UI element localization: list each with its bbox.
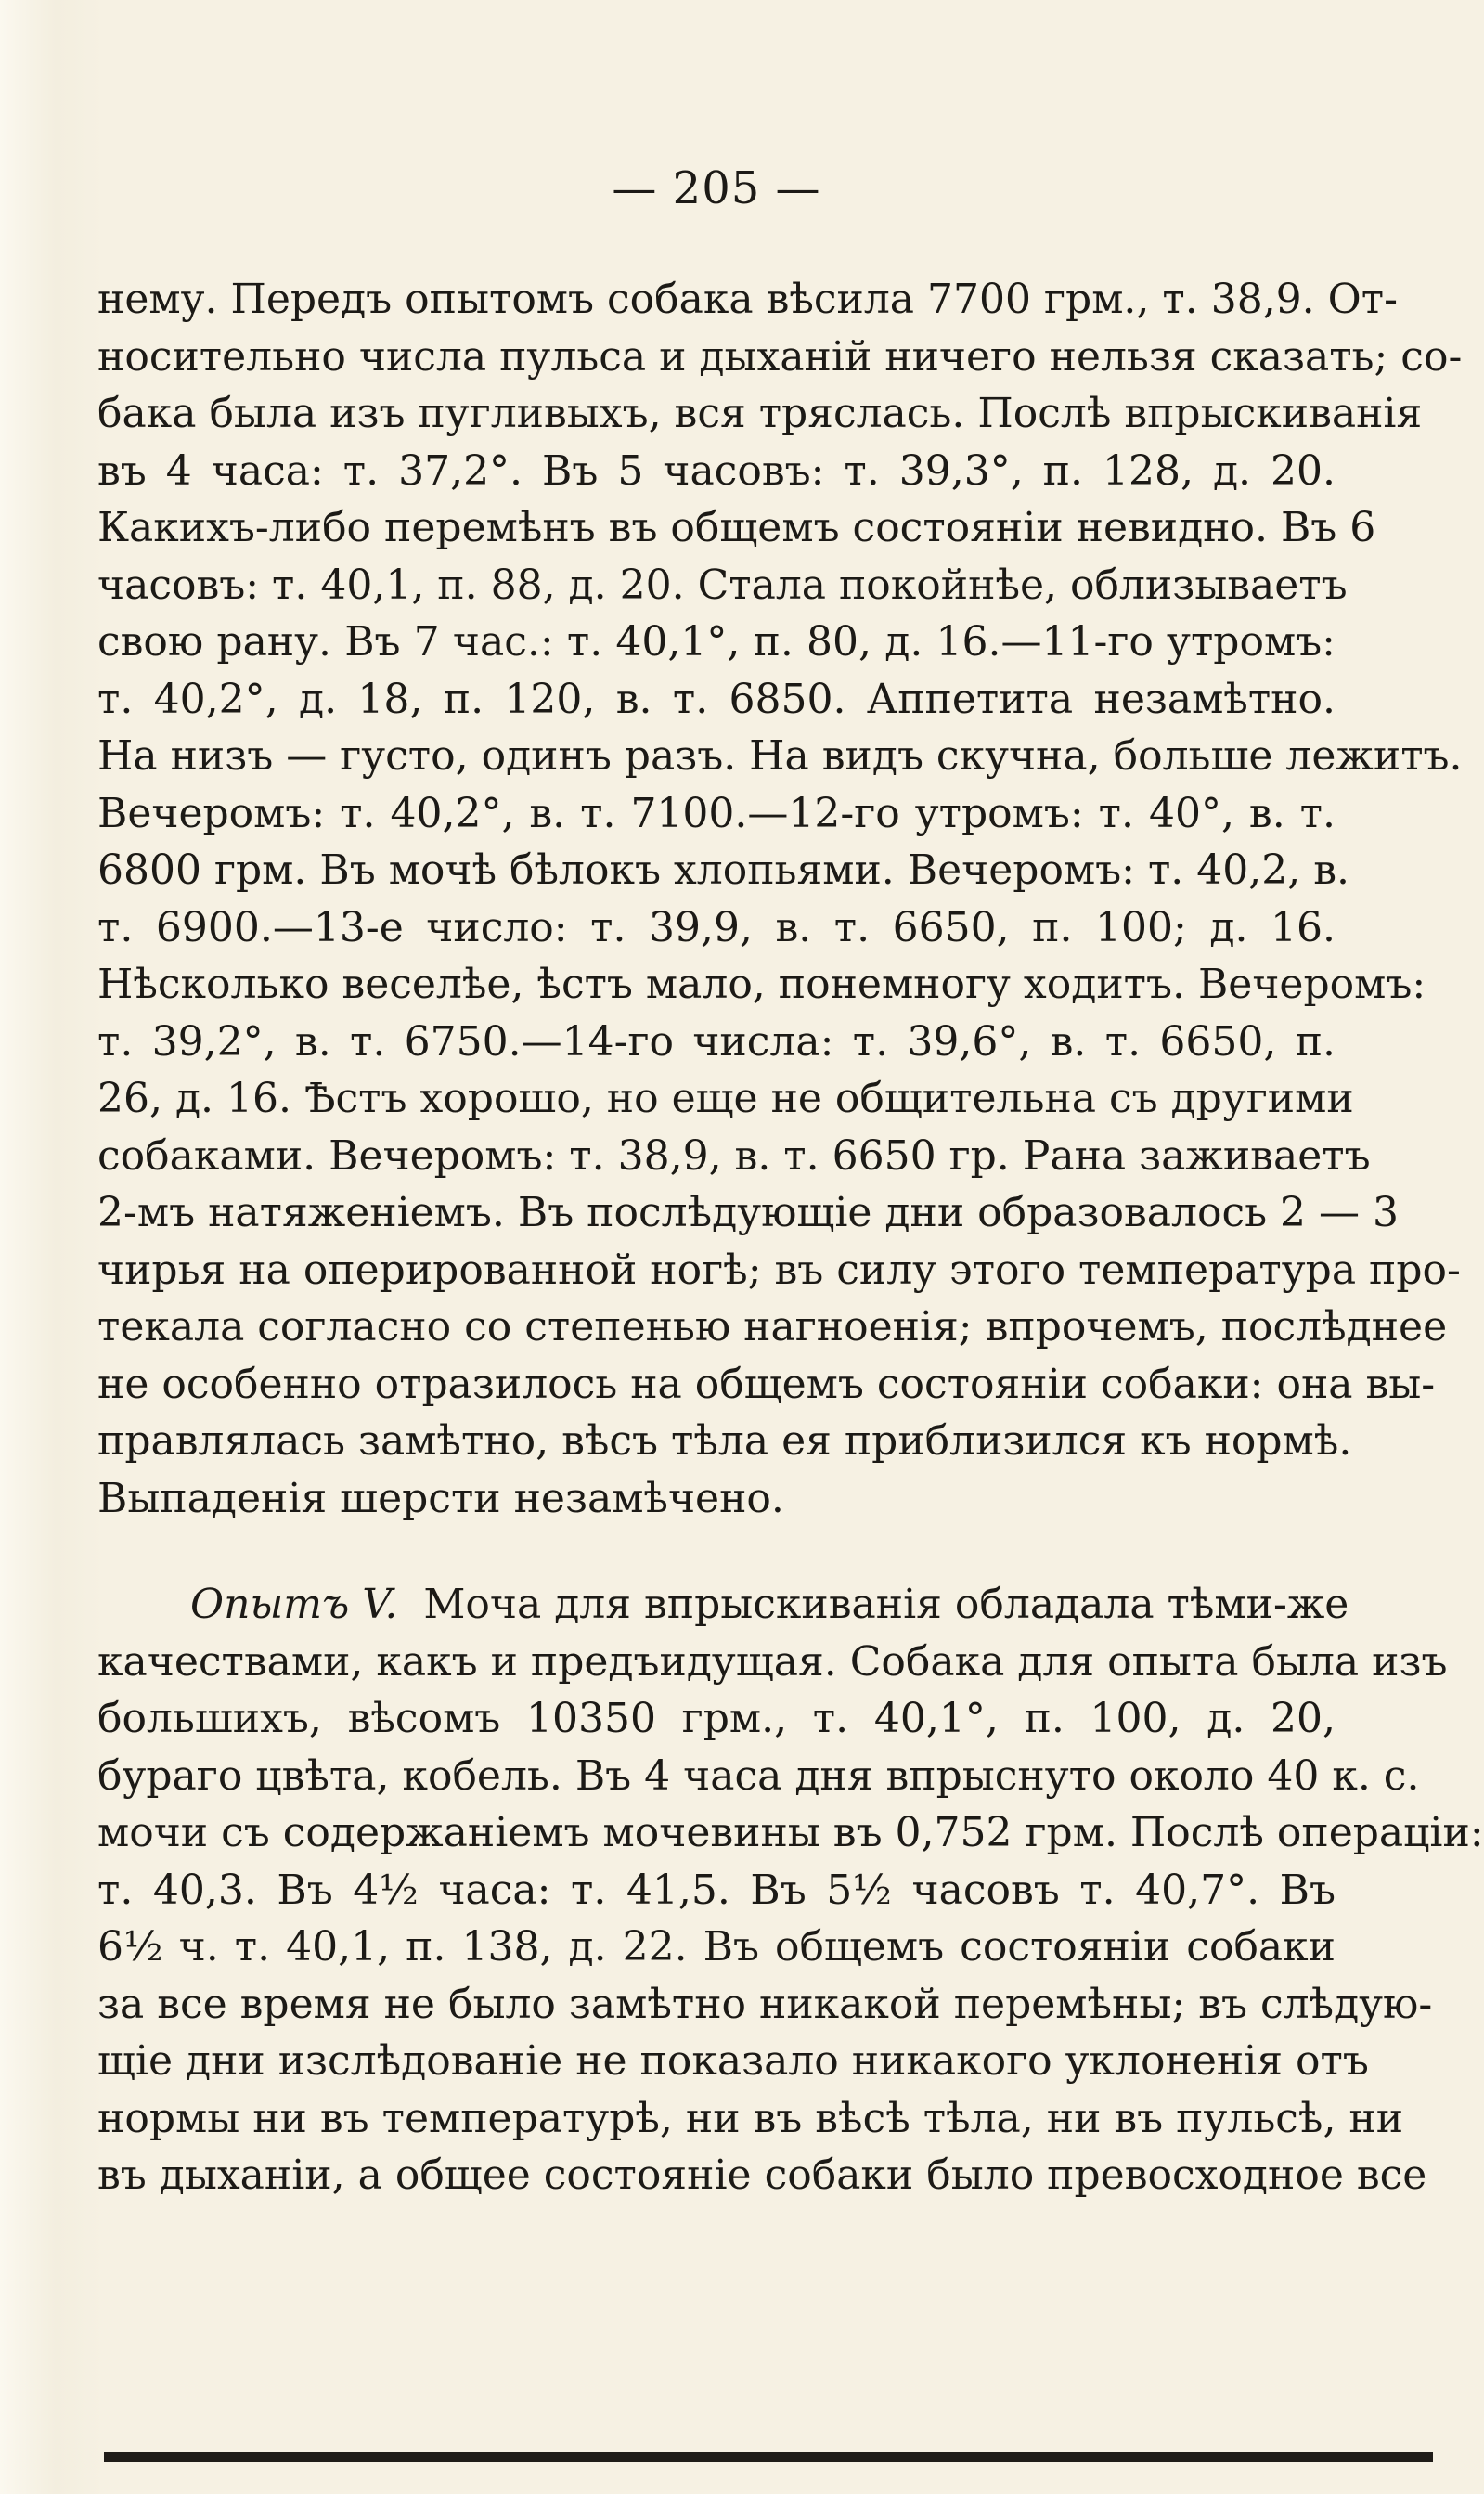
first-line-text: Моча для впрыскиванія обладала тѣми-же	[423, 1581, 1349, 1628]
text-line: чирья на оперированной ногѣ; въ силу этого температура про-	[97, 1246, 1461, 1294]
text-line: текала согласно со степенью нагноенія; впрочемъ, послѣднее	[97, 1303, 1448, 1350]
text-line: Какихъ-либо перемѣнъ въ общемъ состояніи невидно. Въ 6	[97, 504, 1376, 551]
text-line: носительно числа пульса и дыханій ничего нельзя сказать; со-	[97, 332, 1463, 381]
text-line: бака была изъ пугливыхъ, вся тряслась. Послѣ впрыскиванія	[97, 390, 1423, 437]
text-line: за все время не было замѣтно никакой перемѣны; въ слѣдую-	[97, 1980, 1433, 2028]
scan-left-margin	[0, 0, 104, 2494]
text-line: 26, д. 16. Ѣстъ хорошо, но еще не общительна съ другими	[97, 1075, 1354, 1122]
text-line: Выпаденія шерсти незамѣчено.	[97, 1474, 784, 1522]
text-line: нему. Передъ опытомъ собака вѣсила 7700 грм., т. 38,9. От-	[97, 276, 1398, 323]
paragraph-first-line	[97, 1576, 1349, 1634]
text-line: Нѣсколько веселѣе, ѣстъ мало, понемногу ходитъ. Вечеромъ:	[97, 961, 1426, 1008]
experiment-heading: Опытъ V.	[190, 1581, 398, 1628]
text-line: щіе дни изслѣдованіе не показало никакого уклоненія отъ	[97, 2037, 1369, 2085]
text-line: качествами, какъ и предъидущая. Собака для опыта была изъ	[97, 1637, 1448, 1686]
text-line: т. 40,2°, д. 18, п. 120, в. т. 6850. Аппетита незамѣтно.	[97, 675, 1336, 723]
text-line: въ дыханіи, а общее состояніе собаки было превосходное все	[97, 2152, 1427, 2199]
text-line: т. 39,2°, в. т. 6750.—14-го числа: т. 39,6°, в. т. 6650, п.	[97, 1017, 1336, 1066]
text-line: Вечеромъ: т. 40,2°, в. т. 7100.—12-го утромъ: т. 40°, в. т.	[97, 789, 1336, 837]
paragraph-one	[97, 271, 1463, 1527]
text-line: не особенно отразилось на общемъ состояніи собаки: она вы-	[97, 1360, 1436, 1408]
text-line: свою рану. Въ 7 час.: т. 40,1°, п. 80, д. 16.—11-го утромъ:	[97, 618, 1336, 665]
text-line: 6800 грм. Въ мочѣ бѣлокъ хлопьями. Вечеромъ: т. 40,2, в.	[97, 846, 1349, 894]
text-line: На низъ — густо, одинъ разъ. На видъ скучна, больше лежитъ.	[97, 732, 1463, 780]
text-line: т. 40,3. Въ 4½ часа: т. 41,5. Въ 5½ часовъ т. 40,7°. Въ	[97, 1866, 1336, 1914]
text-line: 2-мъ натяженіемъ. Въ послѣдующіе дни образовалось 2 — 3	[97, 1189, 1400, 1236]
text-line: мочи съ содержаніемъ мочевины въ 0,752 грм. Послѣ операціи:	[97, 1809, 1484, 1856]
text-line: правлялась замѣтно, вѣсъ тѣла ея приблизился къ нормѣ.	[97, 1417, 1352, 1465]
text-line: большихъ, вѣсомъ 10350 грм., т. 40,1°, п. 100, д. 20,	[97, 1695, 1336, 1742]
text-line: часовъ: т. 40,1, п. 88, д. 20. Стала покойнѣе, облизываетъ	[97, 561, 1348, 609]
text-line: т. 6900.—13-е число: т. 39,9, в. т. 6650, п. 100; д. 16.	[97, 903, 1336, 951]
page-number: — 205 —	[612, 162, 821, 214]
scan-bottom-edge	[104, 2452, 1433, 2462]
text-line: нормы ни въ температурѣ, ни въ вѣсѣ тѣла, ни въ пульсѣ, ни	[97, 2094, 1404, 2142]
paragraph-two	[97, 1576, 1484, 2204]
text-line: 6½ ч. т. 40,1, п. 138, д. 22. Въ общемъ состояніи собаки	[97, 1923, 1336, 1971]
text-line: въ 4 часа: т. 37,2°. Въ 5 часовъ: т. 39,3°, п. 128, д. 20.	[97, 446, 1336, 495]
text-line: собаками. Вечеромъ: т. 38,9, в. т. 6650 гр. Рана заживаетъ	[97, 1131, 1371, 1180]
text-line: бураго цвѣта, кобель. Въ 4 часа дня впрыснуто около 40 к. с.	[97, 1751, 1420, 1800]
